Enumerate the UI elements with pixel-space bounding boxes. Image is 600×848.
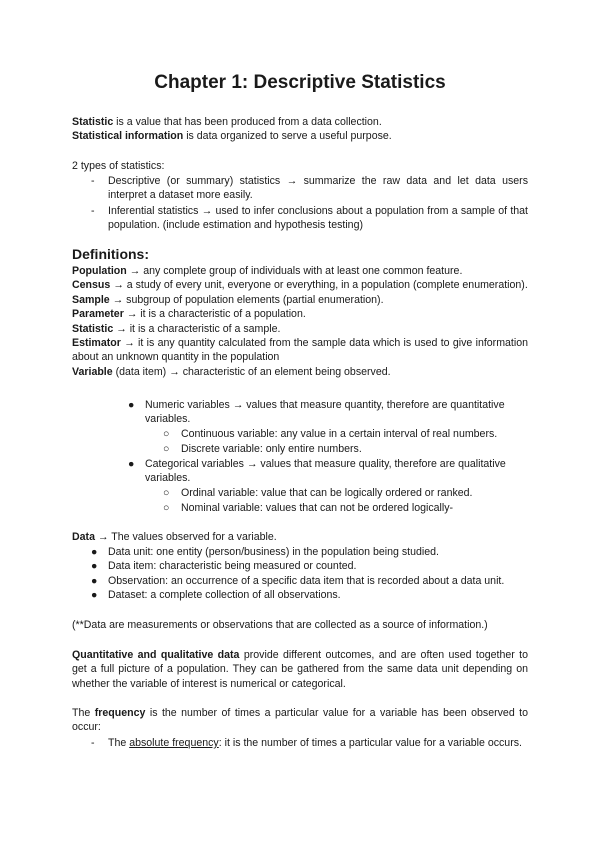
frequency-paragraph	[72, 706, 528, 735]
data-term: Data	[72, 531, 95, 543]
parameter-term: Parameter	[72, 308, 124, 321]
definitions-list	[72, 264, 528, 379]
discrete-variable: Discrete variable: only entire numbers.	[181, 443, 362, 455]
quant-term: Quantitative and qualitative data	[72, 649, 240, 661]
data-item-observation: Observation: an occurrence of a specific data item that is recorded about a data unit.	[108, 575, 505, 587]
data-definition	[72, 530, 528, 544]
sample-term: Sample	[72, 293, 110, 306]
types-heading: 2 types of statistics:	[72, 160, 165, 172]
absolute-frequency-text: : it is the number of times a particular value for a variable occurs.	[218, 737, 522, 749]
circle-icon: ○	[163, 502, 170, 514]
census-term: Census	[72, 279, 111, 292]
statistic-def-text: → it is a characteristic of a sample.	[113, 322, 281, 335]
definitions-heading: Definitions:	[72, 246, 149, 262]
statistic-term: Statistic	[72, 116, 114, 128]
population-term: Population	[72, 265, 127, 277]
data-item-unit: Data unit: one entity (person/business) in the population being studied.	[108, 546, 439, 558]
circle-icon: ○	[163, 487, 170, 499]
quant-text: provide different outcomes, and are often used together to get a full picture of a population. They can be gathered from the same data unit depending on whether the variable of interest is numerical or categorical.	[72, 649, 529, 690]
nominal-variable: Nominal variable: values that can not be ordered logically-	[181, 502, 454, 514]
bullet-icon: ●	[91, 589, 98, 601]
bullet-icon: ●	[91, 560, 98, 572]
census-text: → a study of every unit, everyone or everything, in a population (complete enumeration).	[110, 279, 528, 292]
statistic-text: is a value that has been produced from a data collection.	[113, 116, 382, 128]
estimator-term: Estimator	[72, 337, 121, 350]
numeric-variables: Numeric variables → values that measure quantity, therefore are quantitative variables.	[145, 399, 505, 426]
sample-text: → subgroup of population elements (partial enumeration).	[109, 293, 384, 306]
absolute-frequency-pre: The	[108, 737, 130, 749]
bullet-icon: ●	[91, 575, 98, 587]
ordinal-variable: Ordinal variable: value that can be logically ordered or ranked.	[181, 487, 473, 499]
data-item-dataset: Dataset: a complete collection of all observations.	[108, 589, 341, 601]
frequency-text: is the number of times a particular value for a variable has been observed to occur:	[72, 707, 529, 734]
data-note: (**Data are measurements or observations that are collected as a source of information.)	[72, 619, 488, 631]
absolute-frequency-item	[108, 736, 528, 750]
circle-icon: ○	[163, 428, 170, 440]
parameter-text: → it is a characteristic of a population.	[123, 308, 306, 321]
page-title: Chapter 1: Descriptive Statistics	[154, 72, 446, 93]
variable-text: (data item) → characteristic of an element being observed.	[112, 365, 391, 378]
dash-marker: -	[91, 205, 95, 217]
quant-paragraph	[72, 648, 528, 691]
types-item-descriptive: Descriptive (or summary) statistics → summarize the raw data and let data users interpret a dataset more easily.	[108, 175, 528, 202]
continuous-variable: Continuous variable: any value in a certain interval of real numbers.	[181, 428, 498, 440]
bullet-icon: ●	[128, 458, 135, 470]
info-text: is data organized to serve a useful purpose.	[183, 130, 392, 143]
categorical-variables: Categorical variables → values that measure quality, therefore are qualitative variables.	[145, 458, 506, 485]
population-text: → any complete group of individuals with at least one common feature.	[126, 265, 463, 277]
data-item-item: Data item: characteristic being measured or counted.	[108, 560, 357, 572]
dash-marker: -	[91, 175, 95, 187]
info-term: Statistical information	[72, 130, 184, 143]
dash-marker: -	[91, 737, 95, 749]
absolute-frequency-term: absolute frequency	[129, 737, 219, 749]
frequency-term: frequency	[94, 707, 146, 719]
variable-term: Variable	[72, 365, 113, 378]
data-text: → The values observed for a variable.	[94, 531, 277, 543]
statistic-def-term: Statistic	[72, 322, 114, 335]
bullet-icon: ●	[128, 399, 135, 411]
frequency-pre: The	[72, 707, 95, 719]
circle-icon: ○	[163, 443, 170, 455]
bullet-icon: ●	[91, 546, 98, 558]
estimator-text: → it is any quantity calculated from the sample data which is used to give information about an unknown quantity in the population	[72, 337, 528, 364]
types-item-inferential: Inferential statistics → used to infer conclusions about a population from a sample of that population. (include estimation and hypothesis testing)	[108, 205, 528, 232]
intro-paragraph	[72, 115, 528, 144]
